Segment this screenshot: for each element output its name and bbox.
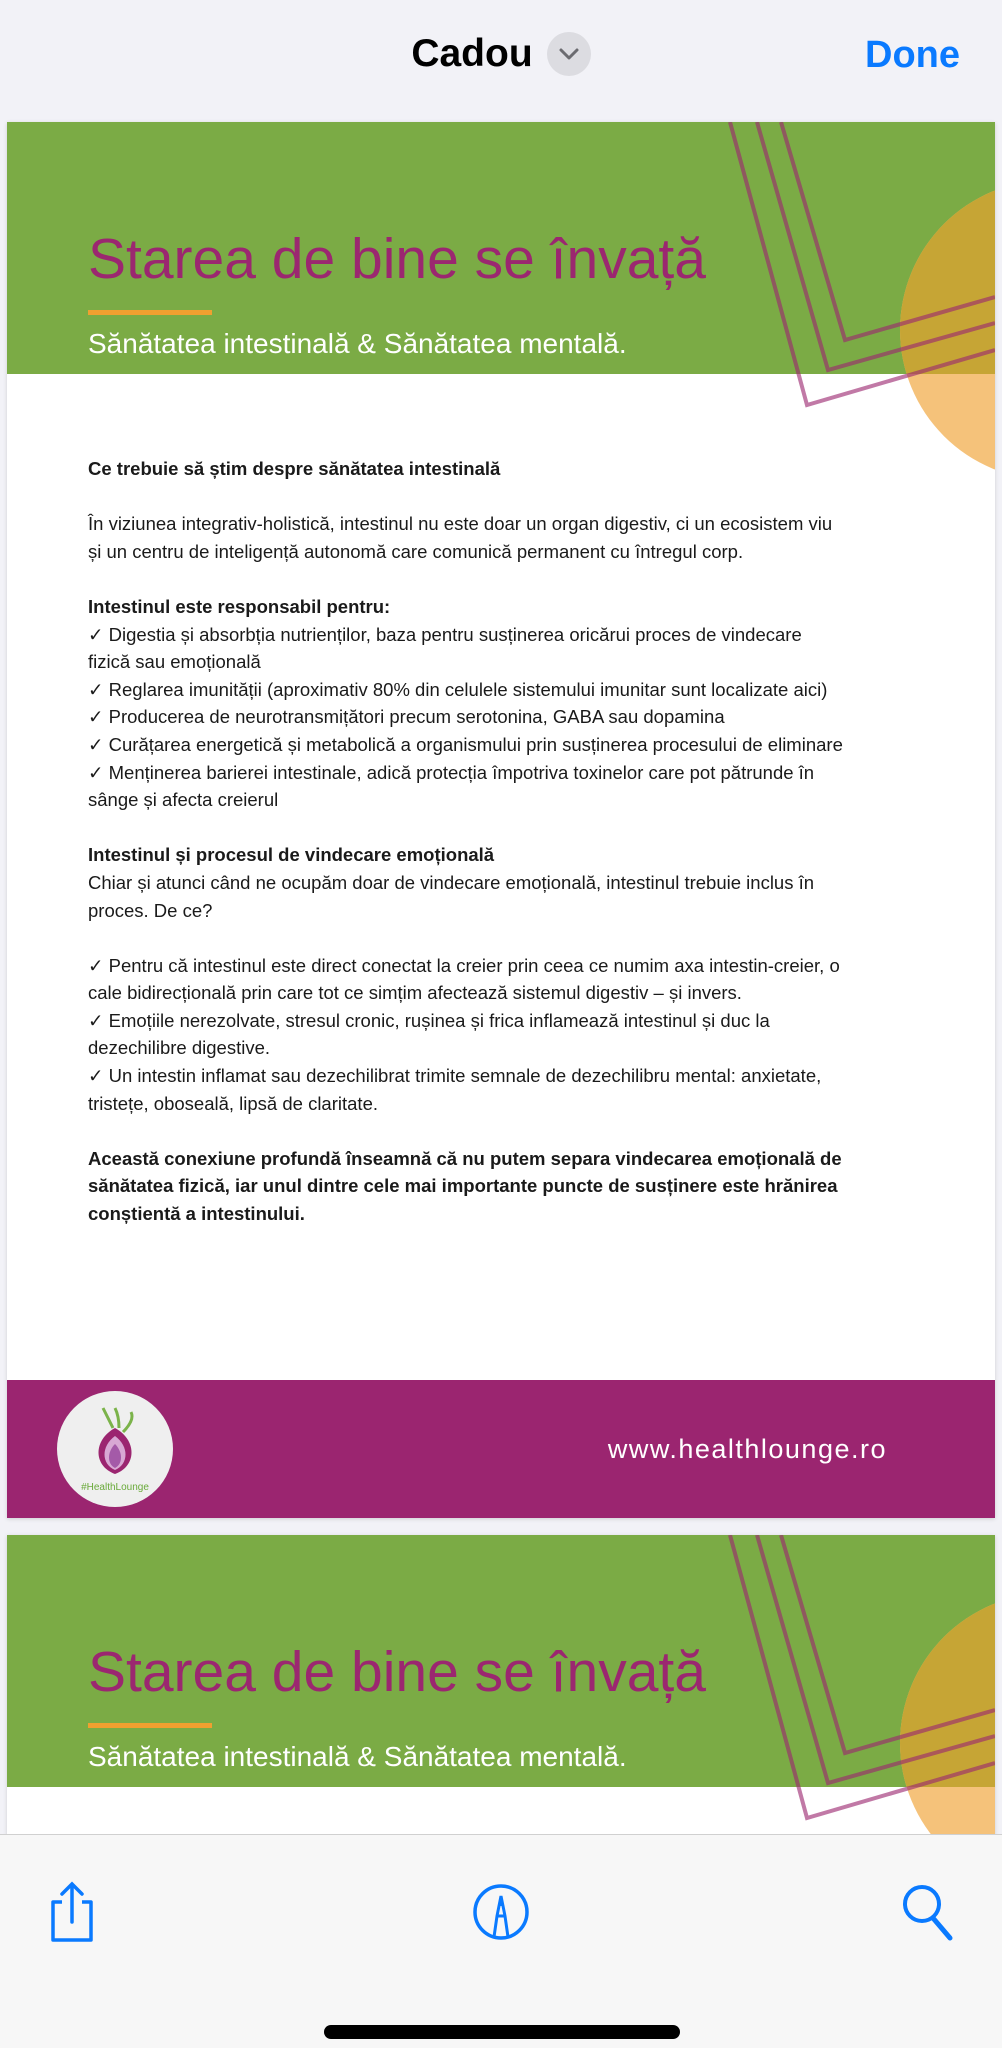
intro-paragraph: În viziunea integrativ-holistică, intestinul nu este doar un organ digestiv, ci un ecosistem viu și un centru de inteligență autonomă care comunică permanent cu întregul corp.: [88, 513, 833, 562]
list-item: ✓ Reglarea imunității (aproximativ 80% din celulele sistemului imunitar sunt localizate aici): [88, 678, 828, 700]
chevron-down-icon[interactable]: [547, 32, 591, 76]
section-heading: Ce trebuie să știm despre sănătatea intestinală: [88, 458, 501, 479]
list-heading: Intestinul este responsabil pentru:: [88, 595, 391, 617]
list-item: ✓ Producerea de neurotransmițători precum serotonina, GABA sau dopamina: [88, 706, 725, 728]
markup-icon: [471, 1882, 531, 1942]
pdf-page-1: [7, 122, 995, 1518]
list-item: ✓ Digestia și absorbția nutrienților, baza pentru susținerea oricărui proces de vindecare fizică sau emoțională: [88, 623, 802, 673]
list-item: ✓ Menținerea barierei intestinale, adică protecția împotriva toxinelor care pot pătrunde în sânge și afecta creierul: [88, 761, 815, 811]
done-button[interactable]: Done: [865, 34, 960, 76]
markup-button[interactable]: [471, 1877, 531, 1947]
home-indicator[interactable]: [324, 2025, 680, 2039]
pdf-page-2: [7, 1535, 995, 1855]
accent-divider: [88, 310, 212, 315]
search-icon: [900, 1882, 956, 1942]
document-body: [88, 455, 848, 1228]
navigation-bar: [0, 0, 1002, 118]
section-heading: Intestinul și procesul de vindecare emoțională: [88, 844, 495, 866]
list-item: ✓ Curățarea energetică și metabolică a organismului prin susținerea procesului de eliminare: [88, 733, 843, 755]
share-button[interactable]: [42, 1877, 102, 1947]
website-link[interactable]: www.healthlounge.ro: [607, 1434, 887, 1464]
list-item: ✓ Un intestin inflamat sau dezechilibrat trimite semnale de dezechilibru mental: anxietate, tristețe, oboseală, lipsă de claritate.: [88, 1065, 822, 1114]
title-menu[interactable]: [411, 32, 590, 76]
page-subtitle: Sănătatea intestinală & Sănătatea mentală.: [88, 1741, 627, 1772]
list-item: ✓ Emoțiile nerezolvate, stresul cronic, rușinea și frica inflamează intestinul și duc la dezechilibre digestive.: [88, 1009, 770, 1059]
paragraph: Chiar și atunci când ne ocupăm doar de vindecare emoțională, intestinul trebuie inclus în proces. De ce?: [88, 871, 815, 921]
share-icon: [46, 1880, 98, 1944]
healthlounge-logo: #HealthLounge: [57, 1391, 173, 1507]
accent-divider: [88, 1723, 212, 1728]
search-button[interactable]: [898, 1877, 958, 1947]
onion-icon: [85, 1406, 145, 1480]
page-heading: Starea de bine se învață: [88, 227, 706, 291]
page-subtitle: Sănătatea intestinală & Sănătatea mentală.: [88, 328, 627, 359]
list-item: ✓ Pentru că intestinul este direct conectat la creier prin ceea ce numim axa intestin-creier, o cale bidirecțională prin care tot ce simțim afectează sistemul digestiv – și invers.: [88, 954, 840, 1004]
page-footer: [7, 1380, 995, 1518]
page-heading: Starea de bine se învață: [88, 1640, 706, 1704]
bottom-toolbar: [0, 1834, 1002, 2048]
document-title: Cadou: [411, 32, 533, 75]
conclusion-paragraph: Această conexiune profundă înseamnă că nu putem separa vindecarea emoțională de sănătatea fizică, iar unul dintre cele mai importante puncte de susținere este hrănirea conștientă a intestinului.: [88, 1147, 842, 1225]
